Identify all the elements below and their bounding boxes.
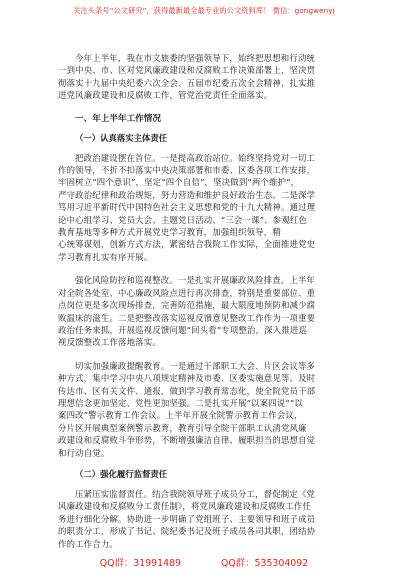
text-line: 败温床的滋生。二是把整改落实巡视反馈意见整改工作作为一项重要 bbox=[58, 312, 316, 323]
text-line: 分片区开展典型案例警示教育，教育引导全院干部职工认清党风廉 bbox=[58, 422, 307, 433]
paragraph-supervision bbox=[58, 488, 350, 550]
text-line: 理想信念更加坚定、党性更加坚强。二是扎实开展“以案四说”“以 bbox=[58, 397, 303, 408]
text-line: 的职责分工，形成了书记、院纪委书记及班子成员各司其职，团结协 bbox=[58, 526, 316, 537]
text-line: 作的领导，不折不扣落实中央决策部署和市委、区委各项工作安排， bbox=[58, 165, 316, 176]
text-line: 点岗位更是多次现场排查，完善防范措施，最大限度地预防和减少腐 bbox=[58, 300, 316, 311]
text-line: 进党风廉政建设和反腐败工作，管党治党责任全面落实。 bbox=[58, 90, 273, 101]
paragraph-education bbox=[58, 360, 350, 459]
text-line: 一到中央、市、区对党风廉政建设和反腐败工作决策部署上，坚决贯 bbox=[58, 65, 316, 76]
text-line: 视反馈整改工作落地落实。 bbox=[58, 337, 161, 348]
text-line: 今年上半年，我在市文旅委的坚强领导下，始终把思想和行动统 bbox=[75, 53, 316, 63]
text-line: 彻落实十九届中央纪委六次全会、五届市纪委五次全会精神，扎实推 bbox=[58, 77, 316, 88]
text-line: 严守政治纪律和政治规矩，努力营造和维护良好政治生态。二是深学 bbox=[58, 189, 316, 200]
text-line: 切实加强廉政提醒教育。一是通过干部职工大会、片区会议等多 bbox=[75, 360, 316, 371]
text-line: 务进行细化分解。协助进一步明确了党组班子、主要领导和班子成员 bbox=[58, 513, 316, 524]
text-line: 政治任务来抓，开展巡视反馈问题“回头看”专项整治，深入推进巡 bbox=[58, 324, 308, 335]
document-body bbox=[58, 52, 350, 550]
header-banner: 关注头条号“公文研究”，获得最新最全最专业的公文资料库！ 微信：gongwenyj bbox=[73, 6, 335, 15]
subsection-title-2: （二）强化履行监督责任 bbox=[75, 468, 168, 479]
text-line: 论中心组学习、党员大会、主题党日活动、“三会一课”、参观红色 bbox=[58, 214, 308, 225]
text-line: 把政治建设摆在首位。一是提高政治站位。始终坚持党对一切工 bbox=[75, 152, 316, 163]
text-line: 传达市、区有关文件、通报，做到学习教育常态化，使全院党员干部 bbox=[58, 385, 316, 396]
section-title: 一、年上半年工作情况 bbox=[75, 113, 161, 124]
text-line: 作的工作合力。 bbox=[58, 538, 119, 549]
text-line: 压紧压实监督责任。结合我院领导班子成员分工，督促制定《党 bbox=[75, 488, 316, 499]
paragraph-political-building bbox=[58, 152, 350, 264]
text-line: 案四改”警示教育工作会议。上半年开展全院警示教育工作会议， bbox=[58, 410, 303, 421]
footer-contacts bbox=[0, 555, 408, 569]
text-line: 牢固树立“四个意识”，坚定“四个自信”，坚决做到“两个维护”， bbox=[58, 177, 300, 188]
intro-paragraph bbox=[58, 52, 350, 102]
text-line: 种方式，集中学习中央八项规定精神及市委、区委实施意见等。及时 bbox=[58, 373, 316, 384]
subsection-title-1: （一）认真落实主体责任 bbox=[75, 132, 168, 143]
text-line: 和行动自觉。 bbox=[58, 447, 110, 458]
text-line: 政建设和反腐败斗争形势，不断增强廉洁自律、履职担当的思想自觉 bbox=[58, 435, 316, 446]
text-line: 教育基地等多种方式开展党史学习教育，加强组织领导，精 bbox=[58, 227, 281, 238]
text-line: 心统筹谋划，创新方式方法，紧密结合我院工作实际，全面推进党史 bbox=[58, 239, 316, 250]
footer-qq-group-2: QQ群：535304092 bbox=[221, 558, 309, 569]
text-line: 强化风险防控和巡视整改。一是扎实开展廉政风险排查。上半年 bbox=[75, 275, 316, 286]
text-line: 对全院各处室、中心廉政风险点进行再次排查，特别是重要部位、重 bbox=[58, 287, 316, 298]
paragraph-risk-control bbox=[58, 274, 350, 348]
text-line: 风廉政建设和反腐败分工责任制》，将党风廉政建设和反腐败工作任 bbox=[58, 501, 312, 512]
footer-qq-group-1: QQ群：31991489 bbox=[99, 558, 182, 569]
text-line: 学习教育扎实有序开展。 bbox=[58, 251, 153, 262]
text-line: 笃用习近平新时代中国特色社会主义思想和党的十九大精神。通过理 bbox=[58, 202, 316, 213]
